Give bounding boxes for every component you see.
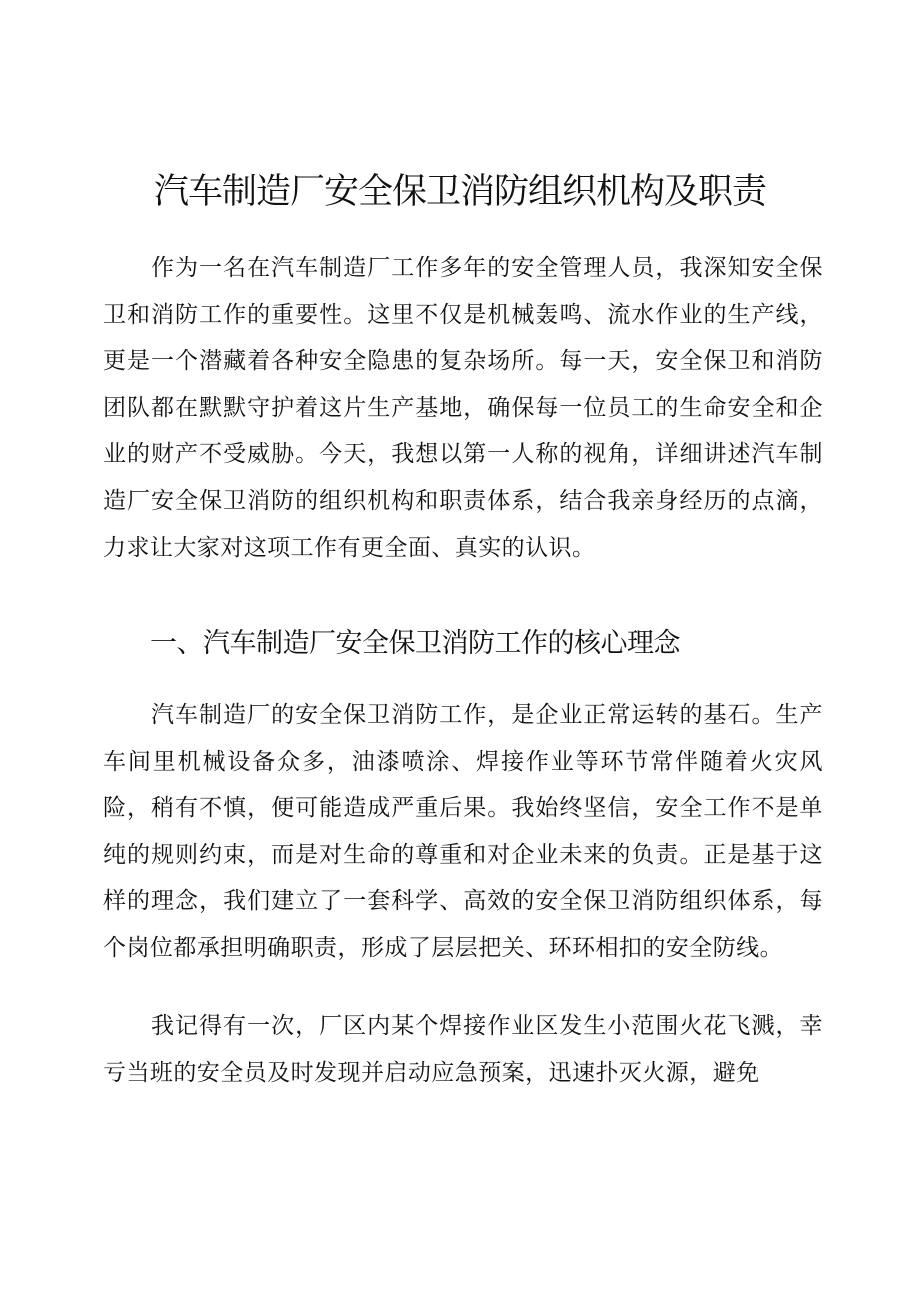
- document-title: 汽车制造厂安全保卫消防组织机构及职责: [153, 172, 766, 212]
- section-paragraph-2: 我记得有一次，厂区内某个焊接作业区发生小范围火花飞溅，幸亏当班的安全员及时发现并启动应急预案，迅速扑灭火源，避免: [103, 1013, 823, 1086]
- section-heading: 一、汽车制造厂安全保卫消防工作的核心理念: [150, 628, 680, 659]
- section-paragraph-1: 汽车制造厂的安全保卫消防工作，是企业正常运转的基石。生产车间里机械设备众多，油漆喷涂、焊接作业等环节常伴随着火灾风险，稍有不慎，便可能造成严重后果。我始终坚信，安全工作不是单纯的规则约束，而是对生命的尊重和对企业未来的负责。正是基于这样的理念，我们建立了一套科学、高效的安全保卫消防组织体系，每个岗位都承担明确职责，形成了层层把关、环环相扣的安全防线。: [103, 702, 823, 961]
- intro-paragraph: 作为一名在汽车制造厂工作多年的安全管理人员，我深知安全保卫和消防工作的重要性。这里不仅是机械轰鸣、流水作业的生产线，更是一个潜藏着各种安全隐患的复杂场所。每一天，安全保卫和消防团队都在默默守护着这片生产基地，确保每一位员工的生命安全和企业的财产不受威胁。今天，我想以第一人称的视角，详细讲述汽车制造厂安全保卫消防的组织机构和职责体系，结合我亲身经历的点滴，力求让大家对这项工作有更全面、真实的认识。: [103, 255, 823, 561]
